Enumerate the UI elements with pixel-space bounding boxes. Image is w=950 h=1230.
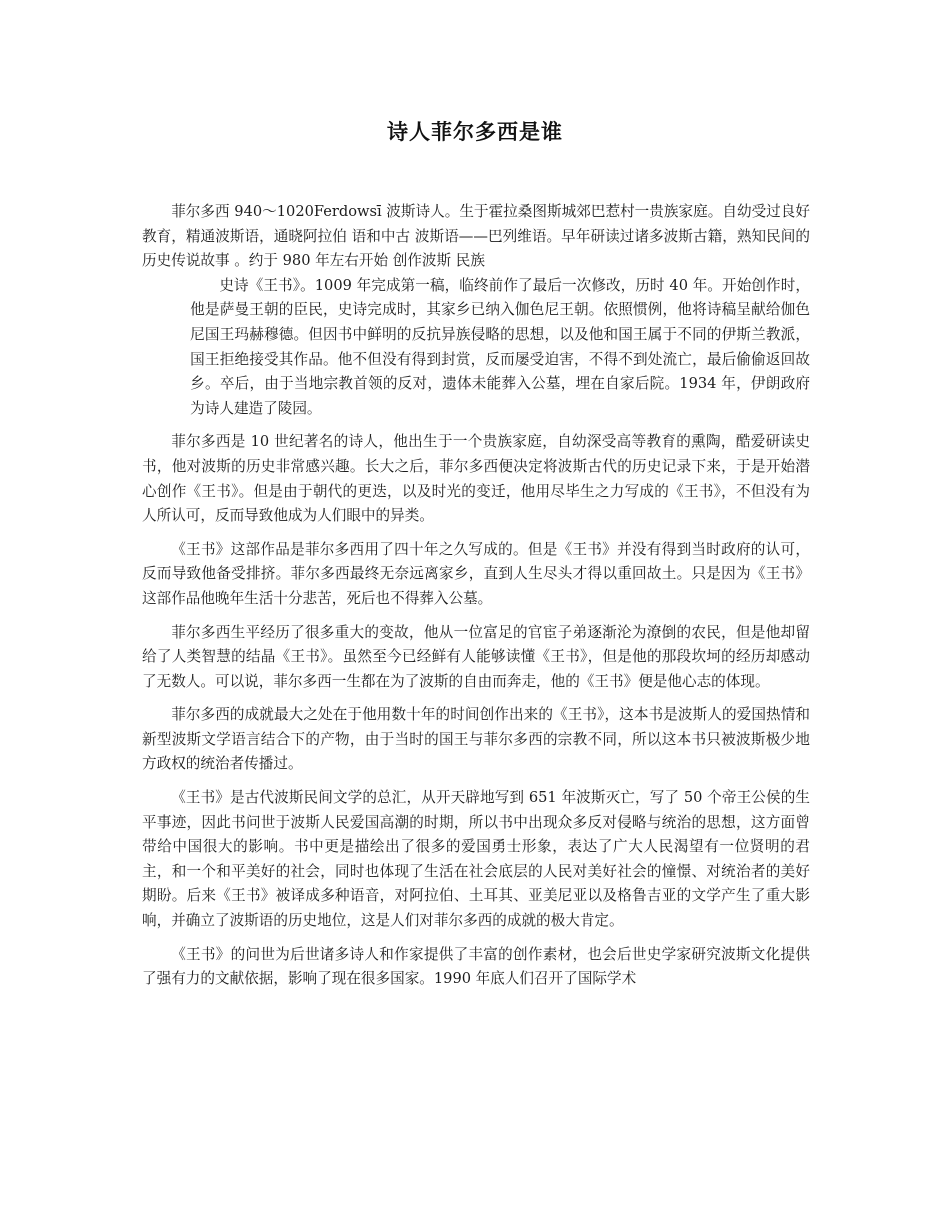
paragraph-2: 菲尔多西是 10 世纪著名的诗人，他出生于一个贵族家庭，自幼深受高等教育的熏陶，酷爱研读史书，他对波斯的历史非常感兴趣。长大之后，菲尔多西便决定将波斯古代的历史记录下来，于是开始潜心创作《王书》。但是由于朝代的更迭，以及时光的变迁，他用尽毕生之力写成的《王书》，不但没有为人所认可，反而导致他成为人们眼中的异类。 (142, 433, 810, 525)
paragraph-1-part-1: 菲尔多西 940～1020Ferdowsī 波斯诗人。生于霍拉桑图斯城郊巴惹村一贵族家庭。自幼受过良好教育，精通波斯语，通晓阿拉伯 语和中古 波斯语——巴列维语。早年研读过诸多波斯古籍，熟知民间的历史传说故事 。约于 980 年左右开始 创作波斯 民族 (142, 203, 810, 270)
paragraph-5: 菲尔多西的成就最大之处在于他用数十年的时间创作出来的《王书》，这本书是波斯人的爱国热情和新型波斯文学语言结合下的产物，由于当时的国王与菲尔多西的宗教不同，所以这本书只被波斯极少地方政权的统治者传播过。 (142, 706, 810, 773)
document-body (142, 200, 810, 1001)
paragraph-3: 《王书》这部作品是菲尔多西用了四十年之久写成的。但是《王书》并没有得到当时政府的认可，反而导致他备受排挤。菲尔多西最终无奈远离家乡，直到人生尽头才得以重回故土。只是因为《王书》这部作品他晚年生活十分悲苦，死后也不得葬入公墓。 (142, 540, 810, 607)
paragraph-1-part-2: 史诗《王书》。1009 年完成第一稿，临终前作了最后一次修改，历时 40 年。开始创作时，他是萨曼王朝的臣民，史诗完成时，其家乡已纳入伽色尼王朝。依照惯例，他将诗稿呈献给伽色尼国王玛赫穆德。但因书中鲜明的反抗异族侵略的思想，以及他和国王属于不同的伊斯兰教派，国王拒绝接受其作品。他不但没有得到封赏，反而屡受迫害，不得不到处流亡，最后偷偷返回故乡。卒后，由于当地宗教首领的反对，遗体未能葬入公墓，埋在自家后院。1934 年，伊朗政府为诗人建造了陵园。 (190, 276, 810, 417)
paragraph-7: 《王书》的问世为后世诸多诗人和作家提供了丰富的创作素材，也会后世史学家研究波斯文化提供了强有力的文献依据，影响了现在很多国家。1990 年底人们召开了国际学术 (142, 945, 810, 988)
paragraph-4: 菲尔多西生平经历了很多重大的变故，他从一位富足的官宦子弟逐渐沦为潦倒的农民，但是他却留给了人类智慧的结晶《王书》。虽然至今已经鲜有人能够读懂《王书》，但是他的那段坎坷的经历却感动了无数人。可以说，菲尔多西一生都在为了波斯的自由而奔走，他的《王书》便是他心志的体现。 (142, 623, 810, 690)
paragraph-1 (142, 200, 810, 421)
paragraph-6: 《王书》是古代波斯民间文学的总汇，从开天辟地写到 651 年波斯灭亡，写了 50 个帝王公侯的生平事迹，因此书问世于波斯人民爱国高潮的时期，所以书中出现众多反对侵略与统治的思想，这方面曾带给中国很大的影响。书中更是描绘出了很多的爱国勇士形象，表达了广大人民渴望有一位贤明的君主，和一个和平美好的社会，同时也体现了生活在社会底层的人民对美好社会的憧憬、对统治者的美好期盼。后来《王书》被译成多种语音，对阿拉伯、土耳其、亚美尼亚以及格鲁吉亚的文学产生了重大影响，并确立了波斯语的历史地位，这是人们对菲尔多西的成就的极大肯定。 (142, 789, 810, 930)
page-title: 诗人菲尔多西是谁 (387, 120, 563, 144)
